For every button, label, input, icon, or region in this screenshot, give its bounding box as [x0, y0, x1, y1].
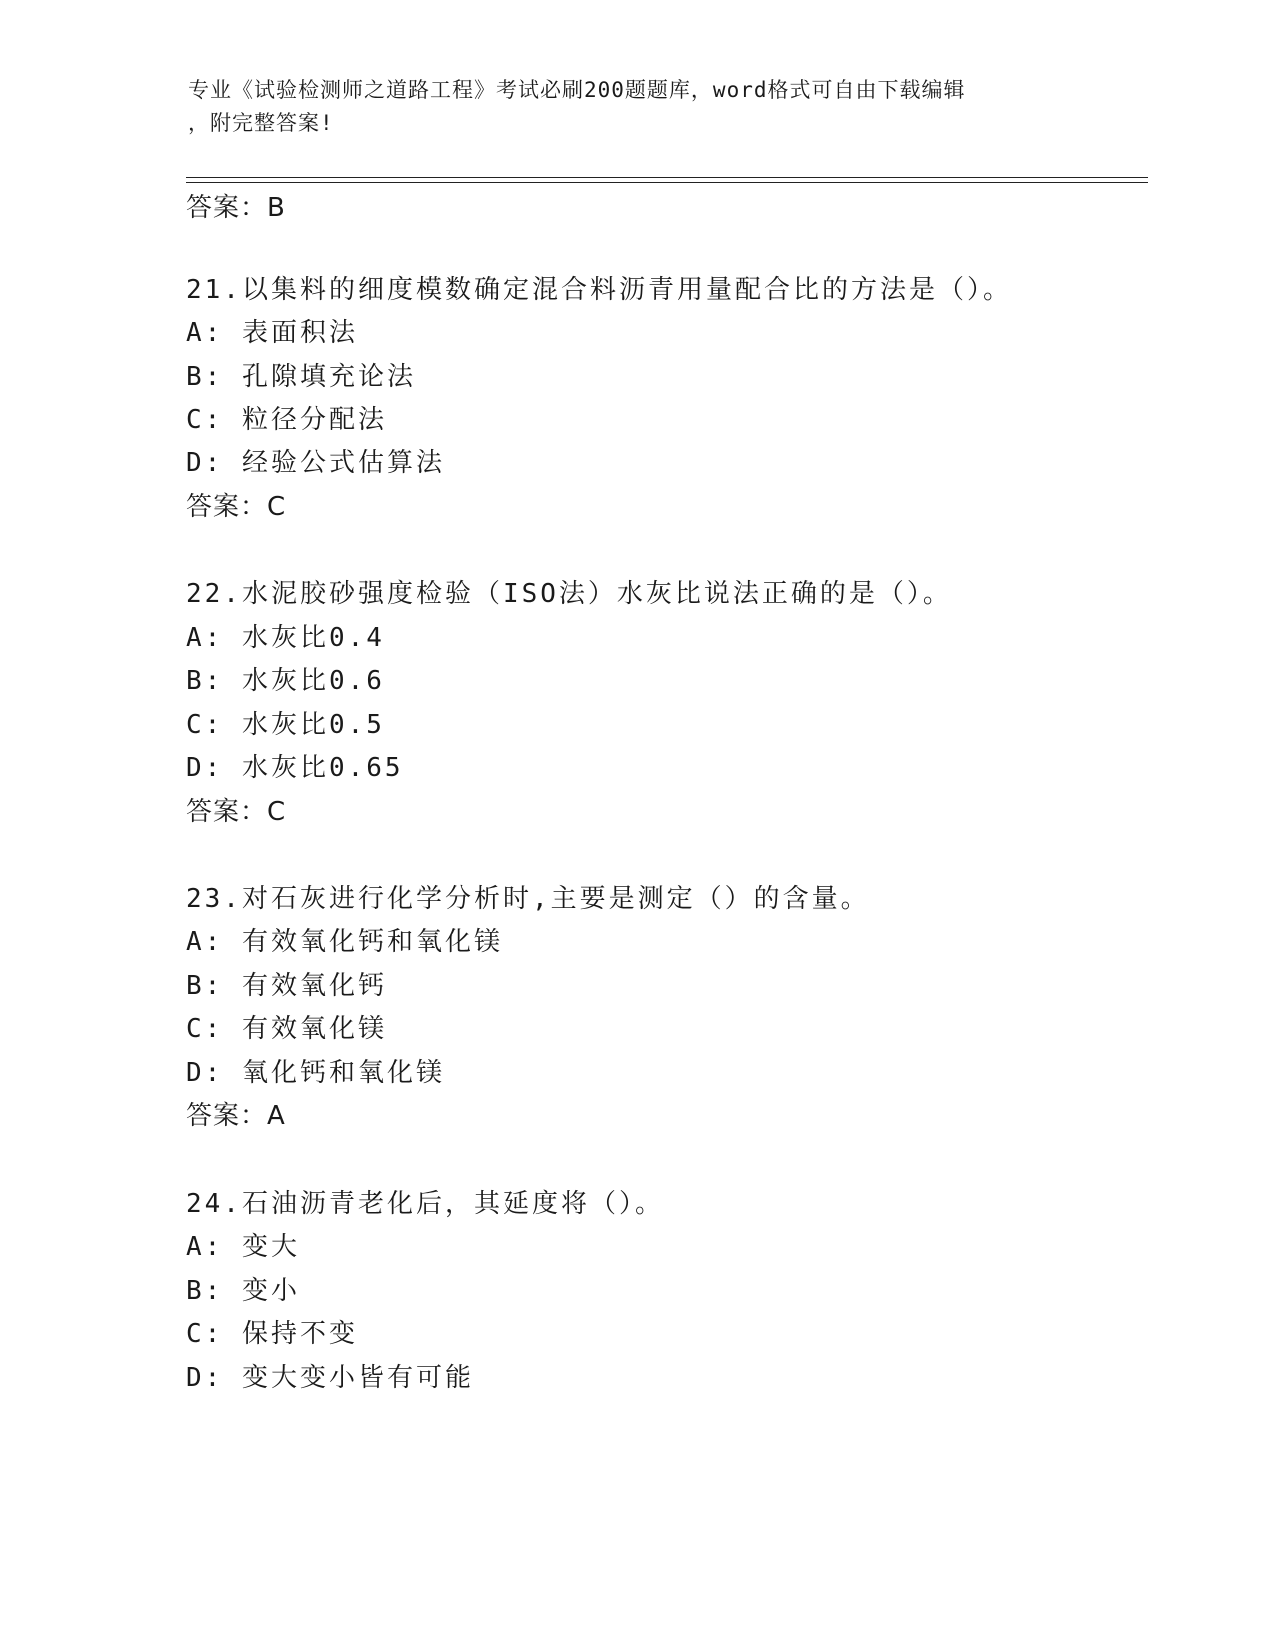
header-line-1: 专业《试验检测师之道路工程》考试必刷200题题库，word格式可自由下载编辑 — [188, 78, 966, 102]
option-c: C: 有效氧化镁 — [186, 1014, 387, 1044]
option-b: B: 水灰比0.6 — [186, 666, 385, 696]
previous-answer: 答案：B — [186, 193, 286, 223]
question-stem: 23.对石灰进行化学分析时,主要是测定（）的含量。 — [186, 884, 870, 914]
question-stem: 22.水泥胶砂强度检验（ISO法）水灰比说法正确的是（）。 — [186, 579, 952, 609]
option-b: B: 变小 — [186, 1276, 300, 1306]
option-d: D: 氧化钙和氧化镁 — [186, 1058, 445, 1088]
document-header — [188, 74, 1068, 140]
question-stem: 21.以集料的细度模数确定混合料沥青用量配合比的方法是（）。 — [186, 275, 1012, 305]
header-rule-top — [186, 177, 1148, 178]
header-rule-bottom — [186, 182, 1148, 183]
option-b: B: 有效氧化钙 — [186, 971, 387, 1001]
header-line-2: ，附完整答案! — [188, 111, 334, 135]
answer-label: 答案：A — [186, 1101, 286, 1131]
option-d: D: 水灰比0.65 — [186, 753, 404, 783]
question-stem: 24.石油沥青老化后，其延度将（）。 — [186, 1189, 664, 1219]
answer-label: 答案：C — [186, 492, 287, 522]
option-c: C: 粒径分配法 — [186, 405, 387, 435]
option-a: A: 水灰比0.4 — [186, 623, 385, 653]
option-d: D: 经验公式估算法 — [186, 448, 445, 478]
option-a: A: 有效氧化钙和氧化镁 — [186, 927, 503, 957]
option-a: A: 变大 — [186, 1232, 300, 1262]
option-c: C: 水灰比0.5 — [186, 710, 385, 740]
answer-label: 答案：C — [186, 797, 287, 827]
option-c: C: 保持不变 — [186, 1319, 358, 1349]
option-b: B: 孔隙填充论法 — [186, 362, 416, 392]
option-a: A: 表面积法 — [186, 318, 358, 348]
option-d: D: 变大变小皆有可能 — [186, 1363, 474, 1393]
